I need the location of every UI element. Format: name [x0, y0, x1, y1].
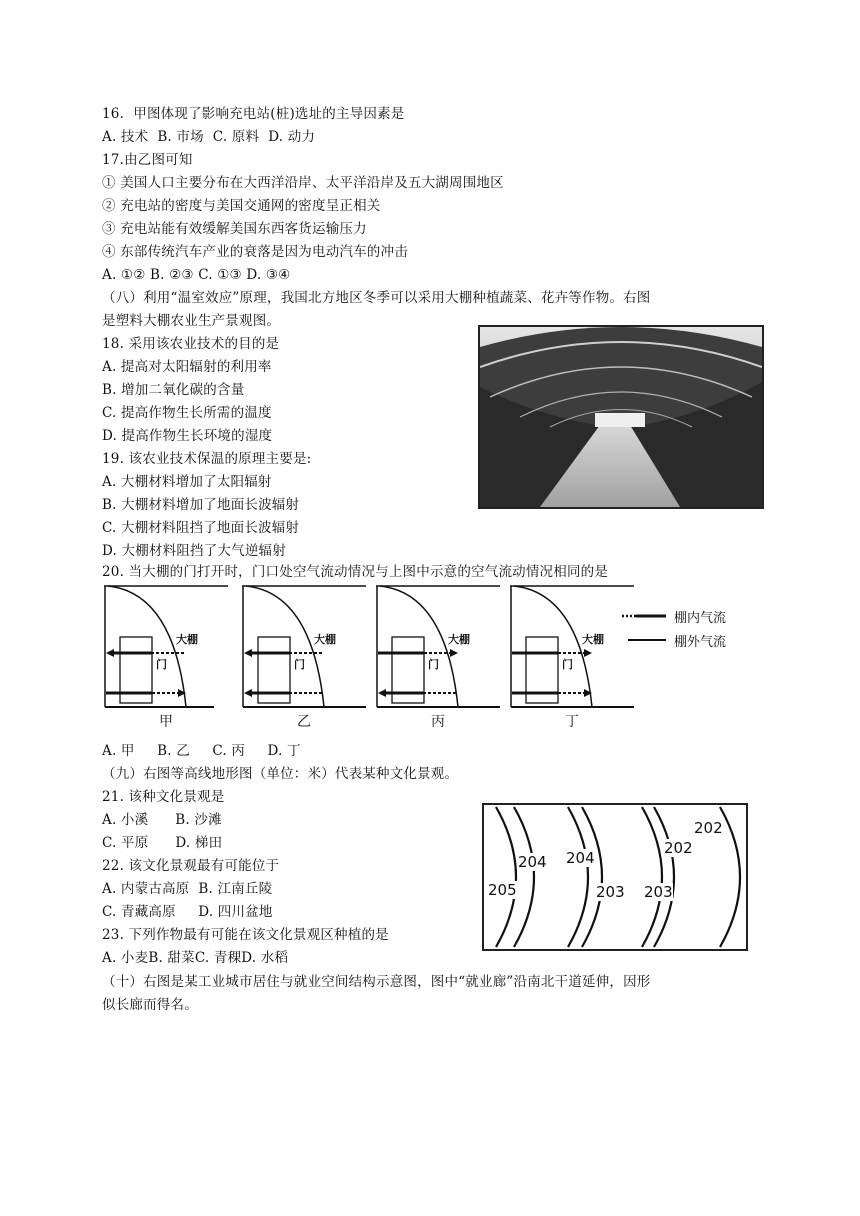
greenhouse-label: 大棚 [176, 633, 198, 646]
text-line: 23. 下列作物最有可能在该文化景观区种植的是 [102, 927, 389, 943]
door-label: 门 [562, 658, 573, 671]
text-line: D. 提高作物生长环境的湿度 [102, 428, 273, 444]
contour-label: 203 [596, 883, 625, 901]
greenhouse-label: 大棚 [582, 633, 604, 646]
contour-label: 202 [694, 819, 723, 837]
diagram-label: 丙 [431, 714, 445, 730]
text-line: A. 技术 B. 市场 C. 原料 D. 动力 [102, 129, 316, 145]
text-line: 19. 该农业技术保温的原理主要是: [102, 451, 312, 467]
legend-outside-label: 棚外气流 [674, 634, 727, 650]
diagram-label: 丁 [565, 714, 579, 730]
text-line: （十）右图是某工业城市居住与就业空间结构示意图，图中“就业廊”沿南北干道延伸，因形 [102, 974, 651, 990]
airflow-diagram [376, 583, 500, 733]
text-line: （九）右图等高线地形图（单位：米）代表某种文化景观。 [102, 766, 459, 782]
door-label: 门 [428, 658, 439, 671]
text-line: （八）利用“温室效应”原理，我国北方地区冬季可以采用大棚种植蔬菜、花卉等作物。右图 [102, 290, 651, 306]
text-line: ① 美国人口主要分布在大西洋沿岸、太平洋沿岸及五大湖周围地区 [102, 175, 504, 191]
greenhouse-photo [478, 325, 764, 509]
text-line: 似长廊而得名。 [102, 997, 198, 1013]
text-line: C. 提高作物生长所需的温度 [102, 405, 272, 421]
door-label: 门 [294, 658, 305, 671]
airflow-diagram [104, 583, 228, 733]
text-line: 20. 当大棚的门打开时，门口处空气流动情况与上图中示意的空气流动情况相同的是 [102, 564, 609, 580]
diagram-label: 乙 [297, 714, 311, 730]
airflow-diagram [242, 583, 366, 733]
text-line: 17.由乙图可知 [102, 152, 193, 168]
contour-label: 203 [644, 883, 673, 901]
contour-map [482, 803, 748, 951]
contour-label: 204 [566, 849, 595, 867]
text-line: 21. 该种文化景观是 [102, 789, 225, 805]
text-line: B. 增加二氧化碳的含量 [102, 382, 245, 398]
text-line: 22. 该文化景观最有可能位于 [102, 858, 280, 874]
text-line: A. 大棚材料增加了太阳辐射 [102, 474, 272, 490]
text-line: ③ 充电站能有效缓解美国东西客货运输压力 [102, 221, 367, 237]
text-line: 16．甲图体现了影响充电站(桩)选址的主导因素是 [102, 106, 405, 122]
airflow-diagram [510, 583, 634, 733]
airflow-legend [622, 604, 726, 652]
text-line: B. 大棚材料增加了地面长波辐射 [102, 497, 300, 513]
text-line: C. 青藏高原 D. 四川盆地 [102, 904, 273, 920]
text-line: C. 大棚材料阻挡了地面长波辐射 [102, 520, 300, 536]
text-line: A. ①② B. ②③ C. ①③ D. ③④ [102, 267, 291, 283]
text-line: A. 甲 B. 乙 C. 丙 D. 丁 [102, 743, 301, 759]
text-line: A. 内蒙古高原 B. 江南丘陵 [102, 881, 273, 897]
diagram-label: 甲 [159, 714, 173, 730]
greenhouse-label: 大棚 [448, 633, 470, 646]
greenhouse-label: 大棚 [314, 633, 336, 646]
text-line: 是塑料大棚农业生产景观图。 [102, 313, 281, 329]
legend-inside-label: 棚内气流 [674, 610, 727, 626]
text-line: D. 大棚材料阻挡了大气逆辐射 [102, 543, 286, 559]
door-label: 门 [156, 658, 167, 671]
text-line: A. 小溪 B. 沙滩 [102, 812, 222, 828]
contour-label: 205 [488, 881, 517, 899]
text-line: A. 提高对太阳辐射的利用率 [102, 359, 272, 375]
text-line: ② 充电站的密度与美国交通网的密度呈正相关 [102, 198, 381, 214]
text-line: 18. 采用该农业技术的目的是 [102, 336, 280, 352]
text-line: A. 小麦B. 甜菜C. 青稞D. 水稻 [102, 950, 289, 966]
contour-label: 204 [518, 853, 547, 871]
contour-label: 202 [664, 839, 693, 857]
text-line: ④ 东部传统汽车产业的衰落是因为电动汽车的冲击 [102, 244, 408, 260]
text-line: C. 平原 D. 梯田 [102, 835, 223, 851]
